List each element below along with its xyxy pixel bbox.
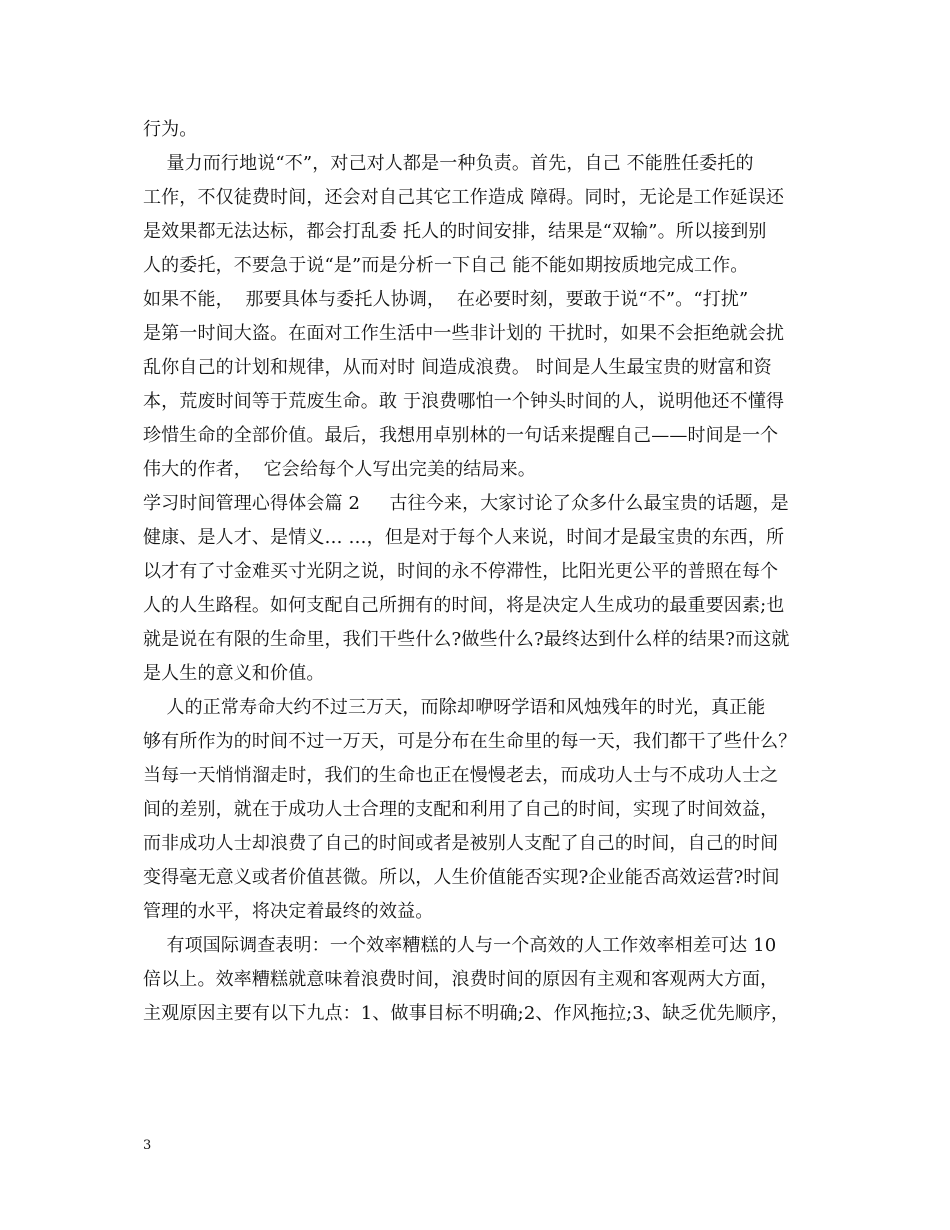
text-line: 健康、是人才、是情义… …，但是对于每个人来说，时间才是最宝贵的东西，所 [143,527,785,548]
text-line: 主观原因主要有以下九点：1、做事目标不明确;2、作风拖拉;3、缺乏优先顺序， [143,1003,790,1024]
text-line: 人的正常寿命大约不过三万天，而除却咿呀学语和风烛残年的时光，真正能 [143,697,766,718]
text-line: 就是说在有限的生命里，我们干些什么?做些什么?最终达到什么样的结果?而这就 [143,629,790,650]
text-line: 管理的水平，将决定着最终的效益。 [143,901,434,922]
text-line: 倍以上。效率糟糕就意味着浪费时间，浪费时间的原因有主观和客观两大方面， [143,969,779,990]
text-line: 珍惜生命的全部价值。最后，我想用卓别林的一句话来提醒自己——时间是一个 [143,425,779,446]
text-line: 人的委托，不要急于说“是”而是分析一下自己 能不能如期按质地完成工作。 [143,255,749,276]
text-line: 是第一时间大盗。在面对工作生活中一些非计划的 干扰时，如果不会拒绝就会扰 [143,323,785,344]
text-line: 以才有了寸金难买寸光阴之说，时间的永不停滞性，比阳光更公平的普照在每个 [143,561,779,582]
text-line: 当每一天悄悄溜走时，我们的生命也正在慢慢老去，而成功人士与不成功人士之 [143,765,779,786]
text-line: 人的人生路程。如何支配自己所拥有的时间，将是决定人生成功的最重要因素;也 [143,595,785,616]
text-line: 伟大的作者， 它会给每个人写出完美的结局来。 [143,459,536,480]
text-line: 行为。 [143,119,198,140]
text-line: 量力而行地说“不”，对己对人都是一种负责。首先，自己 不能胜任委托的 [143,153,754,174]
text-line: 如果不能， 那要具体与委托人协调， 在必要时刻，要敢于说“不”。“打扰” [143,289,749,310]
section-heading-line: 学习时间管理心得体会篇 2 古往今来，大家讨论了众多什么最宝贵的话题，是 [143,493,789,514]
text-line: 间的差别，就在于成功人士合理的支配和利用了自己的时间，实现了时间效益， [143,799,779,820]
text-line: 工作，不仅徒费时间，还会对自己其它工作造成 障碍。同时，无论是工作延误还 [143,187,785,208]
text-line: 是效果都无法达标，都会打乱委 托人的时间安排，结果是“双输”。所以接到别 [143,221,767,242]
text-line: 乱你自己的计划和规律，从而对时 间造成浪费。 时间是人生最宝贵的财富和资 [143,357,772,378]
text-line: 有项国际调查表明：一个效率糟糕的人与一个高效的人工作效率相差可达 10 [143,935,777,956]
page-number: 3 [143,1138,152,1153]
text-line: 够有所作为的时间不过一万天，可是分布在生命里的每一天，我们都干了些什么？ [143,731,797,752]
text-line: 是人生的意义和价值。 [143,663,325,684]
text-line: 而非成功人士却浪费了自己的时间或者是被别人支配了自己的时间，自己的时间 [143,833,779,854]
text-line: 变得毫无意义或者价值甚微。所以，人生价值能否实现?企业能否高效运营?时间 [143,867,780,888]
text-line: 本，荒废时间等于荒废生命。敢 于浪费哪怕一个钟头时间的人，说明他还不懂得 [143,391,785,412]
